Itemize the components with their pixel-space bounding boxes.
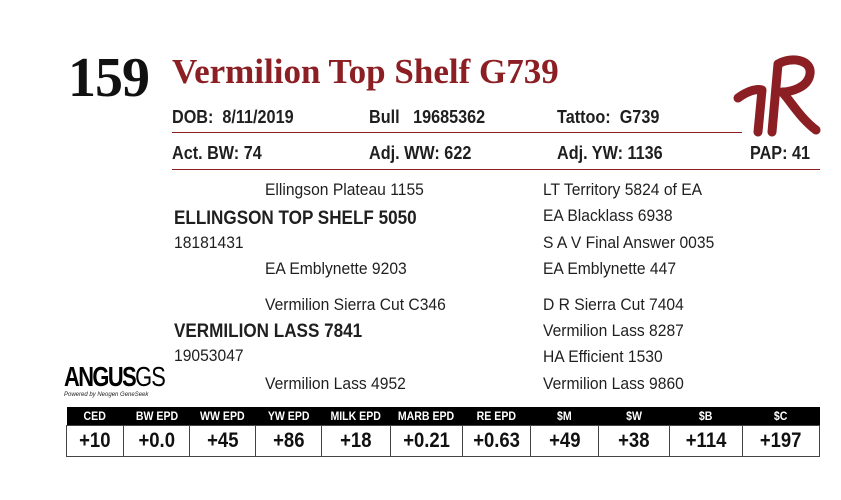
brand-mark-icon <box>732 52 822 138</box>
animal-name: Vermilion Top Shelf G739 <box>172 52 559 91</box>
epd-value-c: +197 <box>743 426 820 457</box>
tattoo-field <box>557 106 659 128</box>
sire-name: ELLINGSON TOP SHELF 5050 <box>174 208 417 229</box>
adj-yw-label: Adj. YW: <box>557 143 624 163</box>
epd-value-milk: +18 <box>322 426 391 457</box>
adj-ww-label: Adj. WW: <box>369 143 440 163</box>
epd-header-w: $W <box>599 407 670 426</box>
epd-header-m: $M <box>531 407 599 426</box>
sire-of-sire: Ellingson Plateau 1155 <box>265 180 424 199</box>
divider-top <box>172 132 742 133</box>
tattoo-value: G739 <box>619 107 660 127</box>
dam-ancestor-3: HA Efficient 1530 <box>543 347 663 366</box>
sex-label: Bull <box>369 107 400 127</box>
epd-table <box>66 407 820 457</box>
epd-value-ww: +45 <box>190 426 256 457</box>
epd-value-marb: +0.21 <box>391 426 463 457</box>
epd-header-ww: WW EPD <box>190 407 256 426</box>
epd-header-b: $B <box>670 407 743 426</box>
dob-label: DOB: <box>172 107 214 127</box>
dob-field <box>172 106 294 128</box>
pap-field <box>750 142 810 164</box>
epd-header-yw: YW EPD <box>256 407 322 426</box>
sire-registration: 18181431 <box>174 233 244 252</box>
epd-header-ced: CED <box>67 407 124 426</box>
angus-gs-logo <box>64 363 194 398</box>
dam-of-dam: Vermilion Lass 4952 <box>265 374 406 393</box>
logo-tagline: Powered by Neogen GeneSeek <box>64 392 149 398</box>
logo-wordmark <box>64 363 165 391</box>
epd-value-re: +0.63 <box>463 426 531 457</box>
sire-ancestor-2: EA Blacklass 6938 <box>543 206 673 225</box>
epd-value-bw: +0.0 <box>124 426 190 457</box>
pap-value: 41 <box>792 143 811 163</box>
epd-header-row <box>67 407 820 426</box>
logo-suffix: GS <box>135 361 166 392</box>
dam-ancestor-1: D R Sierra Cut 7404 <box>543 295 684 314</box>
logo-brand: ANGUS <box>64 361 136 392</box>
divider-bottom <box>172 169 820 170</box>
tattoo-label: Tattoo: <box>557 107 611 127</box>
dam-registration: 19053047 <box>174 346 244 365</box>
dob-value: 8/11/2019 <box>222 107 294 127</box>
epd-value-ced: +10 <box>67 426 124 457</box>
epd-header-bw: BW EPD <box>124 407 190 426</box>
pap-label: PAP: <box>750 143 788 163</box>
dam-name: VERMILION LASS 7841 <box>174 321 363 342</box>
epd-value-b: +114 <box>670 426 743 457</box>
act-bw-label: Act. BW: <box>172 143 240 163</box>
epd-value-yw: +86 <box>256 426 322 457</box>
adj-ww-value: 622 <box>444 143 472 163</box>
sire-of-dam: Vermilion Sierra Cut C346 <box>265 295 446 314</box>
dam-ancestor-2: Vermilion Lass 8287 <box>543 321 684 340</box>
epd-value-w: +38 <box>599 426 670 457</box>
dam-of-sire: EA Emblynette 9203 <box>265 259 407 278</box>
epd-value-m: +49 <box>531 426 599 457</box>
lot-number: 159 <box>68 47 149 109</box>
adj-yw-field <box>557 142 663 164</box>
adj-ww-field <box>369 142 471 164</box>
epd-header-c: $C <box>743 407 820 426</box>
epd-header-marb: MARB EPD <box>391 407 463 426</box>
epd-header-milk: MILK EPD <box>322 407 391 426</box>
registration-number: 19685362 <box>413 107 486 127</box>
act-bw-field <box>172 142 262 164</box>
sire-ancestor-3: S A V Final Answer 0035 <box>543 233 715 252</box>
epd-header-re: RE EPD <box>463 407 531 426</box>
sire-ancestor-4: EA Emblynette 447 <box>543 259 677 278</box>
epd-value-row <box>67 426 820 457</box>
dam-ancestor-4: Vermilion Lass 9860 <box>543 374 684 393</box>
adj-yw-value: 1136 <box>627 143 663 163</box>
registration-field <box>369 106 485 128</box>
act-bw-value: 74 <box>243 143 262 163</box>
sire-ancestor-1: LT Territory 5824 of EA <box>543 180 703 199</box>
